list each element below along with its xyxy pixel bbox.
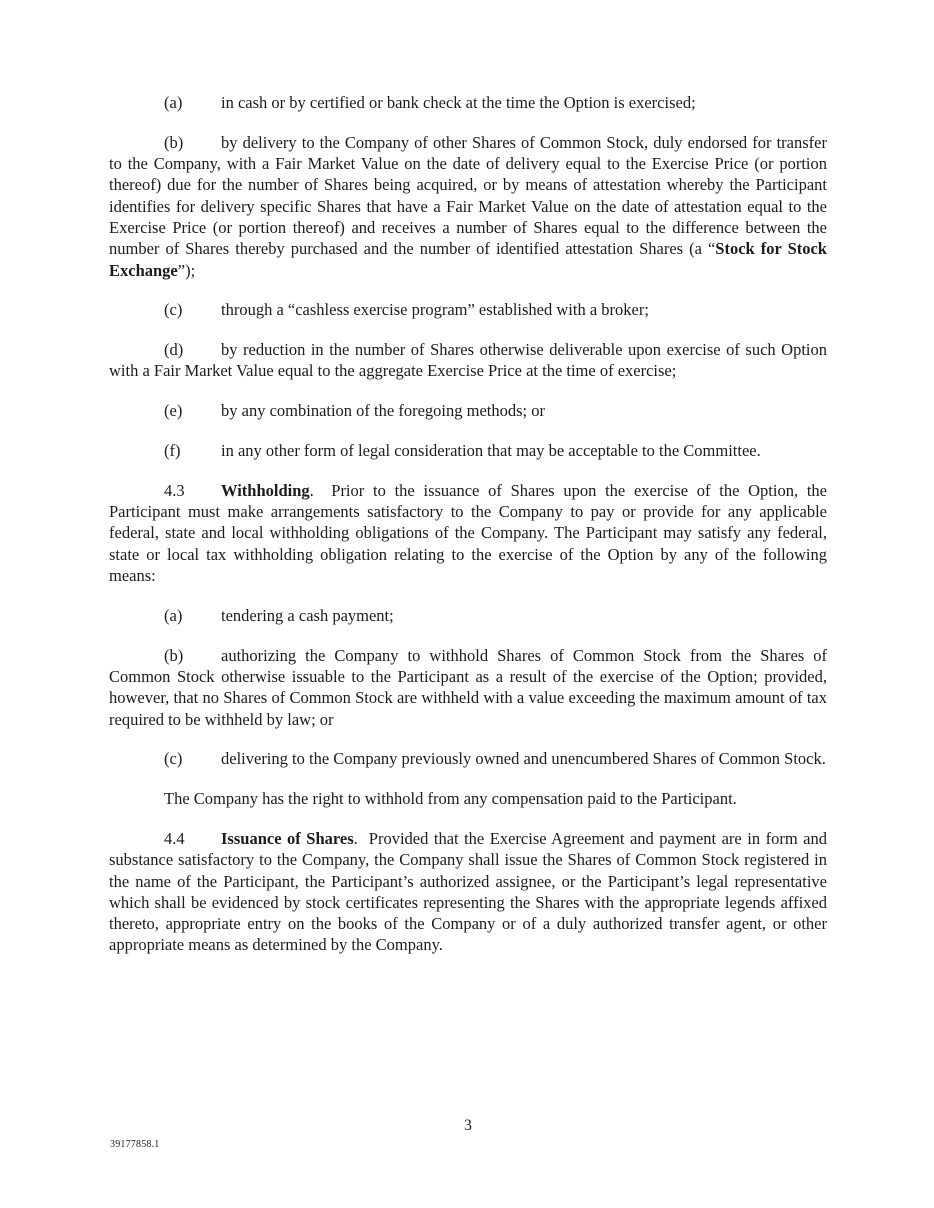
item-text: delivering to the Company previously owned and unencumbered Shares of Common Stock. — [221, 749, 826, 769]
item-4-2-c — [109, 299, 827, 320]
item-label: (c) — [164, 300, 183, 320]
item-text: in any other form of legal consideration that may be acceptable to the Committee. — [221, 441, 761, 461]
item-label: (f) — [164, 441, 181, 461]
item-text: in cash or by certified or bank check at the time the Option is exercised; — [221, 93, 696, 112]
item-4-3-b — [109, 645, 827, 730]
paragraph-text: The Company has the right to withhold from any compensation paid to the Participant. — [164, 789, 737, 809]
item-4-2-d — [109, 339, 827, 382]
item-4-3-a — [109, 605, 827, 626]
item-4-2-b — [109, 132, 827, 281]
section-body: . Provided that the Exercise Agreement and payment are in form and substance satisfactory to the Company, the Company shall issue the Shares of Common Stock registered in the name of the Participant, the Participant’s authorized assignee, or the Participant’s legal representative which shall be evidenced by stock certificates representing the Shares with the appropriate legends affixed thereto, appropriate entry on the books of the Company or of a duly authorized transfer agent, or other appropriate means as determined by the Company. — [109, 828, 827, 955]
item-label: (b) — [164, 645, 184, 665]
item-4-3-c — [109, 748, 827, 769]
item-4-2-f — [109, 440, 827, 461]
paragraph-company-right-to-withhold — [109, 788, 827, 809]
footer-page-number: 3 — [464, 1117, 472, 1134]
item-text: authorizing the Company to withhold Shares of Common Stock from the Shares of Common Stock otherwise issuable to the Participant as a result of the exercise of the Option; provided, however, that no Shares of Common Stock are withheld with a value exceeding the maximum amount of tax required to be withheld by law; or — [109, 645, 827, 729]
item-label: (e) — [164, 401, 183, 421]
item-text: by reduction in the number of Shares otherwise deliverable upon exercise of such Option with a Fair Market Value equal to the aggregate Exercise Price at the time of exercise; — [109, 340, 827, 381]
section-number: 4.3 — [164, 480, 185, 500]
section-heading: Issuance of Shares — [221, 828, 354, 848]
item-text: through a “cashless exercise program” established with a broker; — [221, 300, 649, 320]
item-text: by any combination of the foregoing methods; or — [221, 401, 545, 421]
page-body — [109, 92, 827, 974]
section-body: . Prior to the issuance of Shares upon the exercise of the Option, the Participant must make arrangements satisfactory to the Company to pay or provide for any applicable federal, state and local withholding obligations of the Company. The Participant may satisfy any federal, state or local tax withholding obligation relating to the exercise of the Option by any of the following means: — [109, 480, 827, 586]
item-label: (b) — [164, 132, 184, 152]
item-text: by delivery to the Company of other Shares of Common Stock, duly endorsed for transfer to the Company, with a Fair Market Value on the date of delivery equal to the Exercise Price (or portion thereof) due for the number of Shares being acquired, or by means of attestation whereby the Participant identifies for delivery specific Shares that have a Fair Market Value on the date of attestation equal to the Exercise Price (or portion thereof) and receives a number of Shares equal to the difference between the number of Shares thereby purchased and the number of identified attestation Shares (a “ — [109, 132, 827, 259]
item-label: (d) — [164, 340, 184, 360]
defined-term-stock-for-stock-exchange: Stock for Stock Exchange — [109, 239, 827, 280]
item-text: tendering a cash payment; — [221, 605, 394, 625]
section-number: 4.4 — [164, 828, 185, 848]
item-4-2-a — [109, 92, 827, 113]
item-4-2-e — [109, 400, 827, 421]
footer-doc-number: 39177858.1 — [110, 1139, 160, 1150]
item-label: (a) — [164, 605, 183, 625]
section-heading: Withholding — [221, 480, 310, 500]
item-label: (c) — [164, 749, 183, 769]
item-text-end: ”); — [177, 260, 196, 280]
item-label: (a) — [164, 93, 183, 112]
section-4-4 — [109, 828, 827, 956]
section-4-3 — [109, 480, 827, 586]
